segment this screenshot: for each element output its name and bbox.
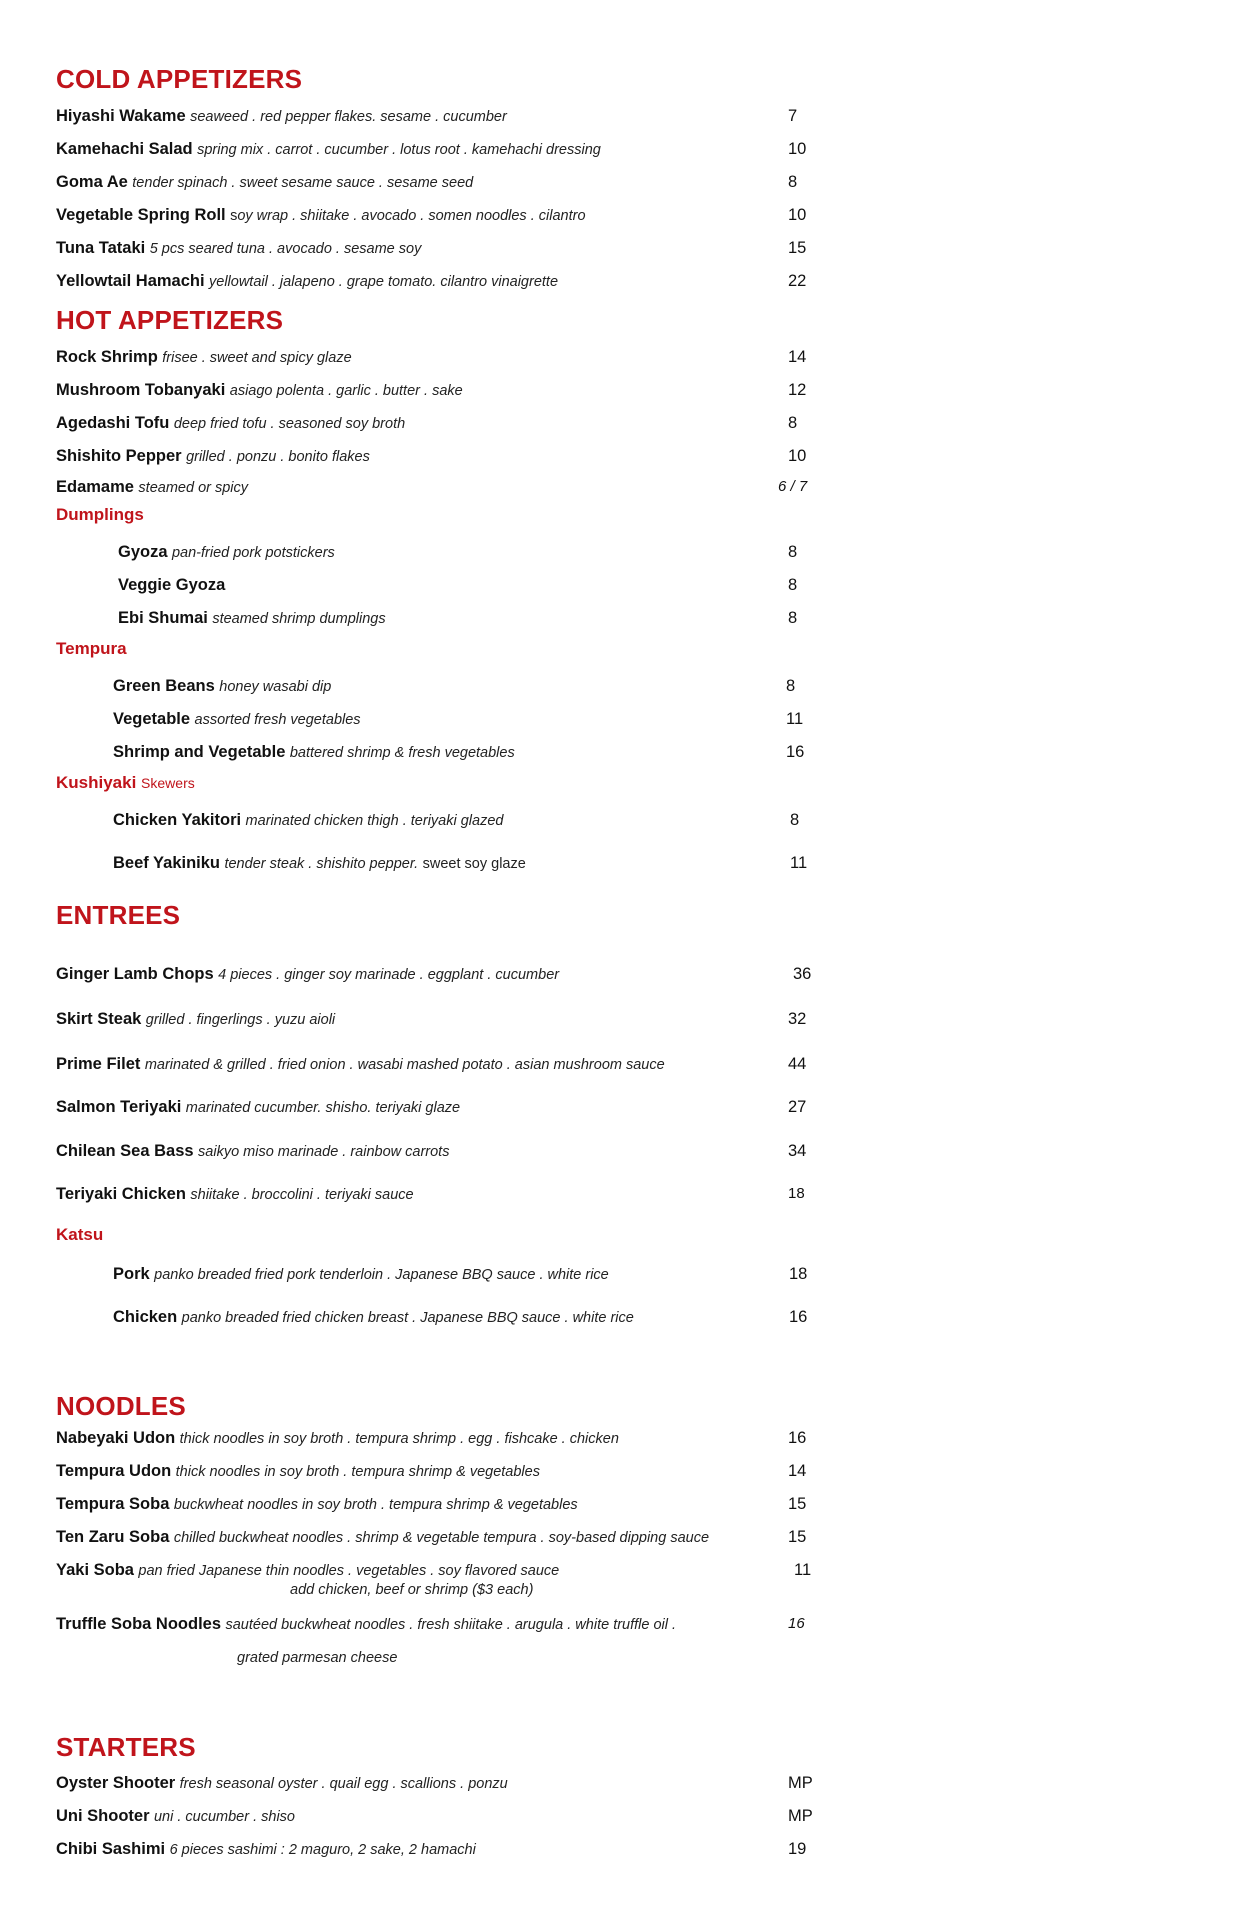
menu-item: [56, 1492, 836, 1516]
item-name: Oyster Shooter: [56, 1774, 176, 1792]
item-description: frisee . sweet and spicy glaze: [162, 350, 352, 366]
item-name: Salmon Teriyaki: [56, 1098, 182, 1116]
item-price: 8: [788, 609, 798, 627]
menu-item: [113, 674, 836, 698]
item-price: 14: [788, 348, 807, 366]
item-name: Tempura Soba: [56, 1495, 170, 1513]
item-description: saikyo miso marinade . rainbow carrots: [198, 1144, 450, 1160]
menu-item: [118, 573, 836, 597]
item-price: 19: [788, 1840, 807, 1858]
item-description-continued: grated parmesan cheese: [237, 1650, 398, 1666]
menu-item: [113, 808, 836, 832]
item-name: Ten Zaru Soba: [56, 1528, 170, 1546]
menu-item: [56, 137, 836, 161]
item-name: Goma Ae: [56, 173, 128, 191]
menu-item: [56, 475, 836, 499]
menu-item: [113, 707, 836, 731]
item-price: 15: [788, 1495, 807, 1513]
item-description: yellowtail . jalapeno . grape tomato. cilantro vinaigrette: [209, 274, 559, 290]
menu-item: [56, 170, 836, 194]
item-price: 8: [788, 543, 798, 561]
menu-item: [56, 269, 836, 293]
item-name: Yellowtail Hamachi: [56, 272, 205, 290]
item-name: Green Beans: [113, 677, 215, 695]
item-price: 11: [794, 1561, 812, 1579]
item-description: steamed shrimp dumplings: [212, 611, 386, 627]
menu-item: [56, 411, 836, 435]
item-description: shiitake . broccolini . teriyaki sauce: [190, 1187, 414, 1203]
menu-item: [118, 540, 836, 564]
item-name: Shishito Pepper: [56, 447, 182, 465]
item-price: 18: [789, 1265, 808, 1283]
menu-item: [56, 345, 836, 369]
item-price: 11: [786, 710, 804, 728]
menu-item: [56, 203, 836, 227]
item-price: MP: [788, 1774, 813, 1792]
item-name: Yaki Soba: [56, 1561, 134, 1579]
item-name: Chicken Yakitori: [113, 811, 242, 829]
menu-item: [56, 1837, 836, 1861]
item-name: Vegetable: [113, 710, 191, 728]
item-name: Chibi Sashimi: [56, 1840, 166, 1858]
item-description: asiago polenta . garlic . butter . sake: [229, 383, 463, 399]
menu-item: [56, 1612, 836, 1636]
item-price: 36: [793, 965, 812, 983]
menu-item: [56, 1182, 836, 1206]
item-description: battered shrimp & fresh vegetables: [289, 745, 515, 761]
subsection-title-text: Kushiyaki: [56, 773, 137, 792]
item-name: Uni Shooter: [56, 1807, 150, 1825]
menu-item: [56, 962, 836, 986]
item-name: Mushroom Tobanyaki: [56, 381, 226, 399]
item-price: 10: [788, 140, 807, 158]
menu-item: [56, 1558, 836, 1582]
item-name: Prime Filet: [56, 1055, 141, 1073]
item-description: oy wrap . shiitake . avocado . somen noodles . cilantro: [237, 208, 586, 224]
item-description: sautéed buckwheat noodles . fresh shiitake . arugula . white truffle oil .: [225, 1617, 677, 1633]
item-description: pan-fried pork potstickers: [171, 545, 335, 561]
item-description: marinated & grilled . fried onion . wasabi mashed potato . asian mushroom sauce: [144, 1057, 665, 1073]
subsection-note: Skewers: [141, 775, 195, 791]
section-title-entrees: ENTREES: [56, 900, 181, 930]
item-price: 8: [788, 173, 798, 191]
item-description-tail: sweet soy glaze: [422, 856, 526, 872]
item-name: Kamehachi Salad: [56, 140, 193, 158]
menu-item: [113, 1262, 836, 1286]
item-description: chilled buckwheat noodles . shrimp & vegetable tempura . soy-based dipping sauce: [173, 1530, 710, 1546]
item-description: assorted fresh vegetables: [194, 712, 361, 728]
menu-item: [118, 606, 836, 630]
menu-item: [113, 1305, 836, 1329]
item-description: tender steak . shishito pepper.: [224, 856, 419, 872]
menu-item: [56, 1804, 836, 1828]
item-name: Beef Yakiniku: [113, 854, 221, 872]
menu-item: [113, 740, 836, 764]
item-description: buckwheat noodles in soy broth . tempura shrimp & vegetables: [173, 1497, 578, 1513]
item-price: 8: [790, 811, 800, 829]
item-price: 12: [788, 381, 807, 399]
item-description: pan fried Japanese thin noodles . vegetables . soy flavored sauce: [138, 1563, 560, 1579]
item-price: 7: [788, 107, 798, 125]
item-name: Agedashi Tofu: [56, 414, 170, 432]
item-description: 4 pieces . ginger soy marinade . eggplant . cucumber: [218, 967, 560, 983]
menu-item: [113, 851, 836, 875]
menu-item: [56, 1139, 836, 1163]
item-description: fresh seasonal oyster . quail egg . scallions . ponzu: [179, 1776, 508, 1792]
item-description: honey wasabi dip: [219, 679, 332, 695]
item-name: Vegetable Spring Roll: [56, 206, 226, 224]
item-description: deep fried tofu . seasoned soy broth: [173, 416, 406, 432]
menu-item: [56, 444, 836, 468]
subsection-title-tempura: Tempura: [56, 639, 127, 658]
item-name: Hiyashi Wakame: [56, 107, 186, 125]
item-name: Tuna Tataki: [56, 239, 146, 257]
item-name: Chicken: [113, 1308, 178, 1326]
item-price: 32: [788, 1010, 807, 1028]
item-price: MP: [788, 1807, 813, 1825]
subsection-title-kushiyaki: [56, 773, 195, 793]
menu-item: [56, 104, 836, 128]
item-price: 10: [788, 206, 807, 224]
item-name: Pork: [113, 1265, 150, 1283]
item-price: 16: [789, 1308, 808, 1326]
subsection-title-dumplings: Dumplings: [56, 505, 144, 524]
menu-item: [56, 1095, 836, 1119]
item-description: grilled . fingerlings . yuzu aioli: [145, 1012, 336, 1028]
item-price: 16: [788, 1429, 807, 1447]
item-price: 6 / 7: [778, 478, 808, 495]
section-title-noodles: NOODLES: [56, 1391, 186, 1421]
item-price: 27: [788, 1098, 807, 1116]
item-description: marinated cucumber. shisho. teriyaki glaze: [185, 1100, 461, 1116]
item-description: grilled . ponzu . bonito flakes: [186, 449, 370, 465]
section-title-hot-appetizers: HOT APPETIZERS: [56, 305, 284, 335]
item-price: 22: [788, 272, 807, 290]
item-name: Truffle Soba Noodles: [56, 1615, 222, 1633]
item-description: 6 pieces sashimi : 2 maguro, 2 sake, 2 hamachi: [169, 1842, 476, 1858]
item-price: 18: [788, 1185, 805, 1202]
item-price: 10: [788, 447, 807, 465]
section-title-starters: STARTERS: [56, 1732, 196, 1762]
item-name: Gyoza: [118, 543, 168, 561]
item-price: 8: [786, 677, 796, 695]
menu-item: [56, 1459, 836, 1483]
section-title-cold-appetizers: COLD APPETIZERS: [56, 64, 303, 94]
item-price: 16: [786, 743, 805, 761]
item-description-continued: add chicken, beef or shrimp ($3 each): [290, 1582, 534, 1598]
item-description: thick noodles in soy broth . tempura shrimp & vegetables: [175, 1464, 540, 1480]
item-price: 8: [788, 414, 798, 432]
item-description: panko breaded fried pork tenderloin . Japanese BBQ sauce . white rice: [154, 1267, 609, 1283]
item-description-lead: s: [230, 208, 238, 224]
item-description: marinated chicken thigh . teriyaki glazed: [245, 813, 504, 829]
menu-item: [56, 236, 836, 260]
item-name: Chilean Sea Bass: [56, 1142, 194, 1160]
subsection-title-katsu: Katsu: [56, 1225, 104, 1244]
item-description: panko breaded fried chicken breast . Japanese BBQ sauce . white rice: [181, 1310, 634, 1326]
item-price: 14: [788, 1462, 807, 1480]
item-name: Skirt Steak: [56, 1010, 142, 1028]
menu-item: [56, 1525, 836, 1549]
item-description: uni . cucumber . shiso: [153, 1809, 295, 1825]
item-price: 15: [788, 239, 807, 257]
menu-item: [56, 1771, 836, 1795]
item-name: Shrimp and Vegetable: [113, 743, 286, 761]
item-description: thick noodles in soy broth . tempura shrimp . egg . fishcake . chicken: [179, 1431, 619, 1447]
item-name: Nabeyaki Udon: [56, 1429, 176, 1447]
item-name: Tempura Udon: [56, 1462, 172, 1480]
menu-item: [56, 1426, 836, 1450]
item-description: tender spinach . sweet sesame sauce . sesame seed: [132, 175, 474, 191]
item-price: 11: [790, 854, 808, 872]
item-price: 15: [788, 1528, 807, 1546]
menu-item: [56, 378, 836, 402]
item-description: steamed or spicy: [138, 480, 249, 496]
item-price: 44: [788, 1055, 807, 1073]
item-description: seaweed . red pepper flakes. sesame . cucumber: [190, 109, 507, 125]
menu-item: [56, 1007, 836, 1031]
item-description: 5 pcs seared tuna . avocado . sesame soy: [149, 241, 422, 257]
item-name: Veggie Gyoza: [118, 576, 226, 594]
item-description: spring mix . carrot . cucumber . lotus root . kamehachi dressing: [197, 142, 601, 158]
item-price: 8: [788, 576, 798, 594]
item-price: 34: [788, 1142, 807, 1160]
menu-item: [56, 1052, 836, 1076]
item-name: Ebi Shumai: [118, 609, 208, 627]
item-name: Rock Shrimp: [56, 348, 158, 366]
item-price: 16: [788, 1615, 805, 1632]
item-name: Ginger Lamb Chops: [56, 965, 214, 983]
item-name: Edamame: [56, 478, 134, 496]
item-name: Teriyaki Chicken: [56, 1185, 186, 1203]
